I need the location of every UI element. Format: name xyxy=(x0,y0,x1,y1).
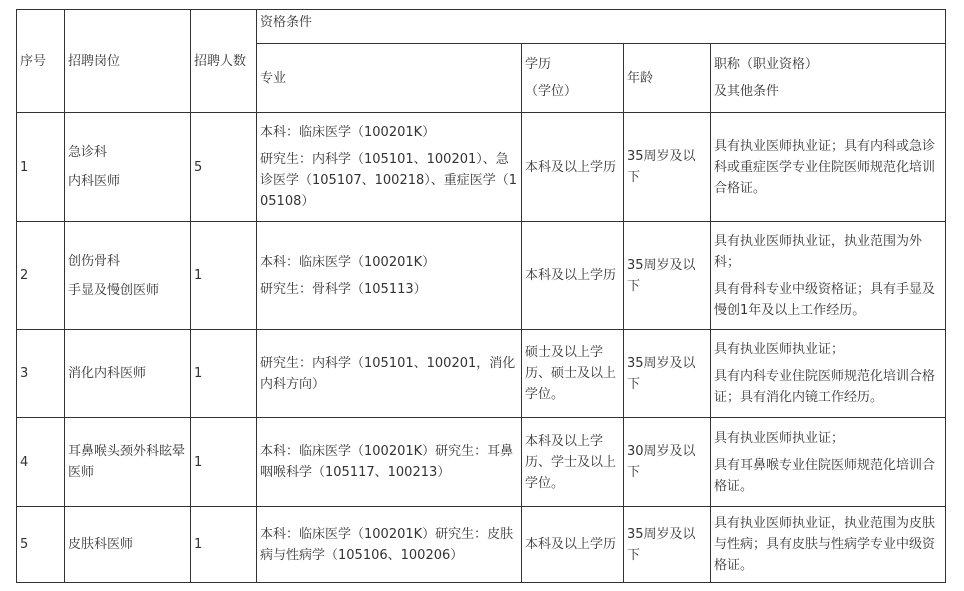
row-education: 本科及以上学历 xyxy=(522,507,624,583)
row-post xyxy=(65,507,191,583)
table-row xyxy=(17,113,946,222)
row-post xyxy=(65,222,191,330)
header-education-line1: 学历 xyxy=(525,57,552,72)
header-education xyxy=(522,44,624,113)
header-title-line2: 及其他条件 xyxy=(714,84,780,99)
row-age: 35周岁及以下 xyxy=(624,330,711,418)
row-conditions xyxy=(711,113,946,222)
header-title-line1: 职称（职业资格） xyxy=(714,57,819,72)
row-condition-line: 具有执业医师执业证，执业范围为外科； xyxy=(714,233,923,270)
row-condition-line: 具有执业医师执业证； xyxy=(714,430,845,446)
row-major xyxy=(257,113,522,222)
row-conditions xyxy=(711,330,946,418)
row-conditions xyxy=(711,418,946,507)
row-seq: 1 xyxy=(17,113,65,222)
row-age: 35周岁及以下 xyxy=(624,113,711,222)
row-major-line: 研究生：内科学（105101、100201，消化内科方向） xyxy=(260,355,516,392)
row-post-line1: 皮肤科医师 xyxy=(68,537,134,552)
row-post-line1: 消化内科医师 xyxy=(68,366,147,381)
row-seq: 2 xyxy=(17,222,65,330)
row-condition-line: 具有内科专业住院医师规范化培训合格证；具有消化内镜工作经历。 xyxy=(714,369,936,405)
row-seq: 5 xyxy=(17,507,65,583)
row-major-line: 本科：临床医学（100201K） xyxy=(260,254,436,270)
row-count: 5 xyxy=(191,113,257,222)
row-post xyxy=(65,113,191,222)
header-age: 年龄 xyxy=(624,44,711,113)
row-age: 30周岁及以下 xyxy=(624,418,711,507)
header-seq: 序号 xyxy=(17,10,65,113)
table-row xyxy=(17,418,946,507)
header-post: 招聘岗位 xyxy=(65,10,191,113)
row-major-line: 研究生：骨科学（105113） xyxy=(260,281,427,297)
row-condition-line: 具有执业医师执业证，执业范围为皮肤与性病；具有皮肤与性病学专业中级资格证。 xyxy=(714,516,936,573)
row-education: 硕士及以上学历、硕士及以上学位。 xyxy=(522,330,624,418)
header-row-1 xyxy=(17,10,946,44)
header-major-label: 专业 xyxy=(260,70,287,86)
row-post-line1: 创伤骨科 xyxy=(68,253,121,269)
row-age: 35周岁及以下 xyxy=(624,222,711,330)
table-row xyxy=(17,330,946,418)
row-post xyxy=(65,330,191,418)
row-major-line: 本科：临床医学（100201K）研究生：耳鼻咽喉科学（105117、100213） xyxy=(260,444,514,480)
header-title xyxy=(711,44,946,113)
row-education: 本科及以上学历 xyxy=(522,113,624,222)
row-major xyxy=(257,222,522,330)
header-qualification: 资格条件 xyxy=(257,10,946,44)
row-condition-line: 具有执业医师执业证；具有内科或急诊科或重症医学专业住院医师规范化培训合格证。 xyxy=(714,138,936,196)
row-education: 本科及以上学历、学士及以上学位。 xyxy=(522,418,624,507)
row-conditions xyxy=(711,507,946,583)
row-post-line1: 耳鼻喉头颈外科眩晕医师 xyxy=(68,444,186,480)
row-major xyxy=(257,418,522,507)
row-major xyxy=(257,507,522,583)
header-education-line2: （学位） xyxy=(525,84,578,99)
row-conditions xyxy=(711,222,946,330)
row-major-line: 本科：临床医学（100201K） xyxy=(260,125,436,140)
row-condition-line: 具有执业医师执业证； xyxy=(714,342,845,357)
header-count: 招聘人数 xyxy=(191,10,257,113)
row-count: 1 xyxy=(191,507,257,583)
table-row xyxy=(17,222,946,330)
row-post xyxy=(65,418,191,507)
row-post-line2: 手显及慢创医师 xyxy=(68,282,160,298)
row-major-line: 本科：临床医学（100201K）研究生：皮肤病与性病学（105106、100206） xyxy=(260,526,514,563)
row-seq: 4 xyxy=(17,418,65,507)
row-count: 1 xyxy=(191,222,257,330)
row-seq: 3 xyxy=(17,330,65,418)
recruitment-table xyxy=(16,9,946,583)
header-major xyxy=(257,44,522,113)
row-count: 1 xyxy=(191,330,257,418)
row-post-line1: 急诊科 xyxy=(68,145,108,160)
row-post-line2: 内科医师 xyxy=(68,174,121,189)
row-age: 35周岁及以下 xyxy=(624,507,711,583)
row-education: 本科及以上学历 xyxy=(522,222,624,330)
row-major-line: 研究生：内科学（105101、100201）、急诊医学（105107、100218）、重症医学（105108） xyxy=(260,152,518,209)
row-major xyxy=(257,330,522,418)
table-row xyxy=(17,507,946,583)
row-count: 1 xyxy=(191,418,257,507)
row-condition-line: 具有耳鼻喉专业住院医师规范化培训合格证。 xyxy=(714,457,936,494)
row-condition-line: 具有骨科专业中级资格证；具有手显及慢创1年及以上工作经历。 xyxy=(714,281,936,318)
